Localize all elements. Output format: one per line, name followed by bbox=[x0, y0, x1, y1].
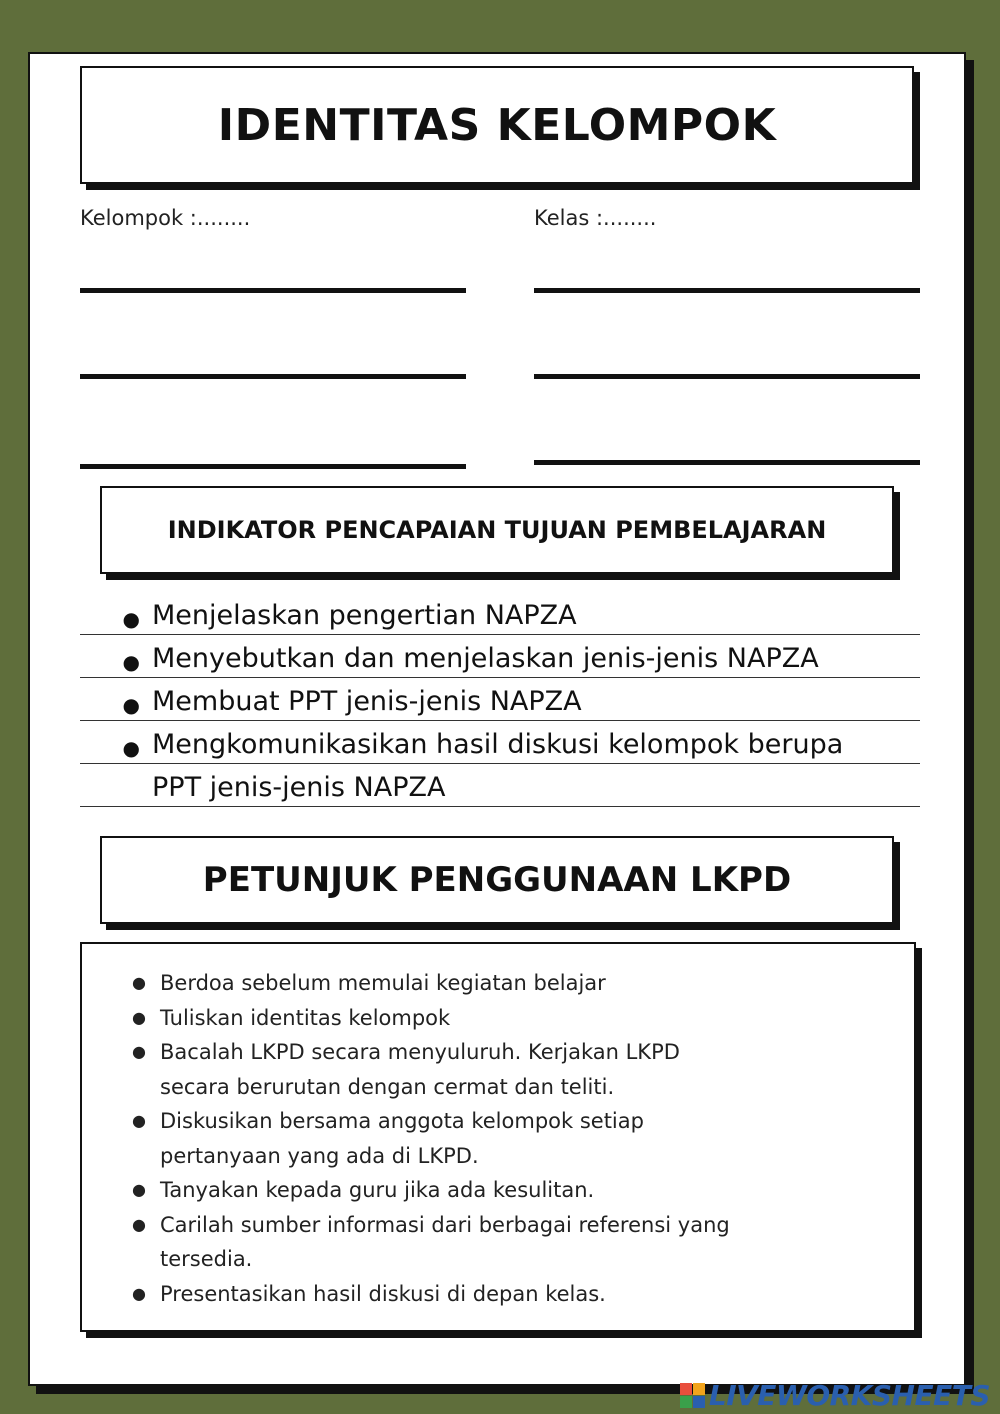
petunjuk-title: PETUNJUK PENGGUNAAN LKPD bbox=[100, 836, 894, 924]
page-title: IDENTITAS KELOMPOK bbox=[80, 66, 914, 184]
petunjuk-list bbox=[132, 966, 892, 1311]
bullet-icon: ● bbox=[132, 1042, 146, 1061]
list-item: ● Diskusikan bersama anggota kelompok setiap bbox=[132, 1104, 892, 1139]
petunjuk-box bbox=[80, 942, 916, 1332]
bullet-icon: ● bbox=[132, 1214, 146, 1234]
bullet-icon: ● bbox=[122, 607, 140, 631]
kelompok-label: Kelompok :........ bbox=[80, 206, 251, 230]
liveworksheets-watermark bbox=[680, 1379, 990, 1412]
kelas-line-2[interactable] bbox=[534, 374, 920, 379]
bullet-icon: ● bbox=[132, 1007, 146, 1027]
list-item: ● Menyebutkan dan menjelaskan jenis-jenis NAPZA bbox=[80, 635, 920, 678]
list-item: ● Mengkomunikasikan hasil diskusi kelompok berupa bbox=[80, 721, 920, 764]
list-item-continuation: tersedia. bbox=[160, 1247, 253, 1271]
bullet-icon: ● bbox=[122, 650, 140, 674]
worksheet-page bbox=[28, 52, 966, 1386]
kelompok-line-1[interactable] bbox=[80, 288, 466, 293]
list-item: ● Presentasikan hasil diskusi di depan kelas. bbox=[132, 1277, 892, 1312]
kelompok-line-2[interactable] bbox=[80, 374, 466, 379]
list-item: ● Tanyakan kepada guru jika ada kesulitan. bbox=[132, 1173, 892, 1208]
list-item: ● Membuat PPT jenis-jenis NAPZA bbox=[80, 678, 920, 721]
list-item-continuation: pertanyaan yang ada di LKPD. bbox=[160, 1143, 479, 1168]
kelas-label: Kelas :........ bbox=[534, 206, 657, 230]
list-item: ● Menjelaskan pengertian NAPZA bbox=[80, 592, 920, 635]
bullet-icon: ● bbox=[122, 736, 140, 760]
list-item-continuation: secara berurutan dengan cermat dan teliti. bbox=[160, 1074, 615, 1099]
kelas-line-3[interactable] bbox=[534, 460, 920, 465]
bullet-icon: ● bbox=[132, 973, 146, 992]
list-item: ● Tuliskan identitas kelompok bbox=[132, 1001, 892, 1036]
indikator-list bbox=[80, 592, 920, 807]
list-item: ● Berdoa sebelum memulai kegiatan belajar bbox=[132, 966, 892, 1001]
liveworksheets-logo-icon bbox=[680, 1383, 705, 1408]
bullet-icon: ● bbox=[132, 1180, 146, 1199]
kelompok-line-3[interactable] bbox=[80, 464, 466, 469]
bullet-icon: ● bbox=[132, 1283, 146, 1303]
bullet-icon: ● bbox=[122, 693, 140, 717]
indikator-title: INDIKATOR PENCAPAIAN TUJUAN PEMBELAJARAN bbox=[100, 486, 894, 574]
list-item: ● Bacalah LKPD secara menyuluruh. Kerjakan LKPD bbox=[132, 1035, 892, 1070]
watermark-text: LIVEWORKSHEETS bbox=[708, 1379, 990, 1412]
list-item-continuation: PPT jenis-jenis NAPZA bbox=[80, 764, 920, 807]
list-item: ● Carilah sumber informasi dari berbagai referensi yang bbox=[132, 1208, 892, 1243]
bullet-icon: ● bbox=[132, 1111, 146, 1130]
kelas-line-1[interactable] bbox=[534, 288, 920, 293]
